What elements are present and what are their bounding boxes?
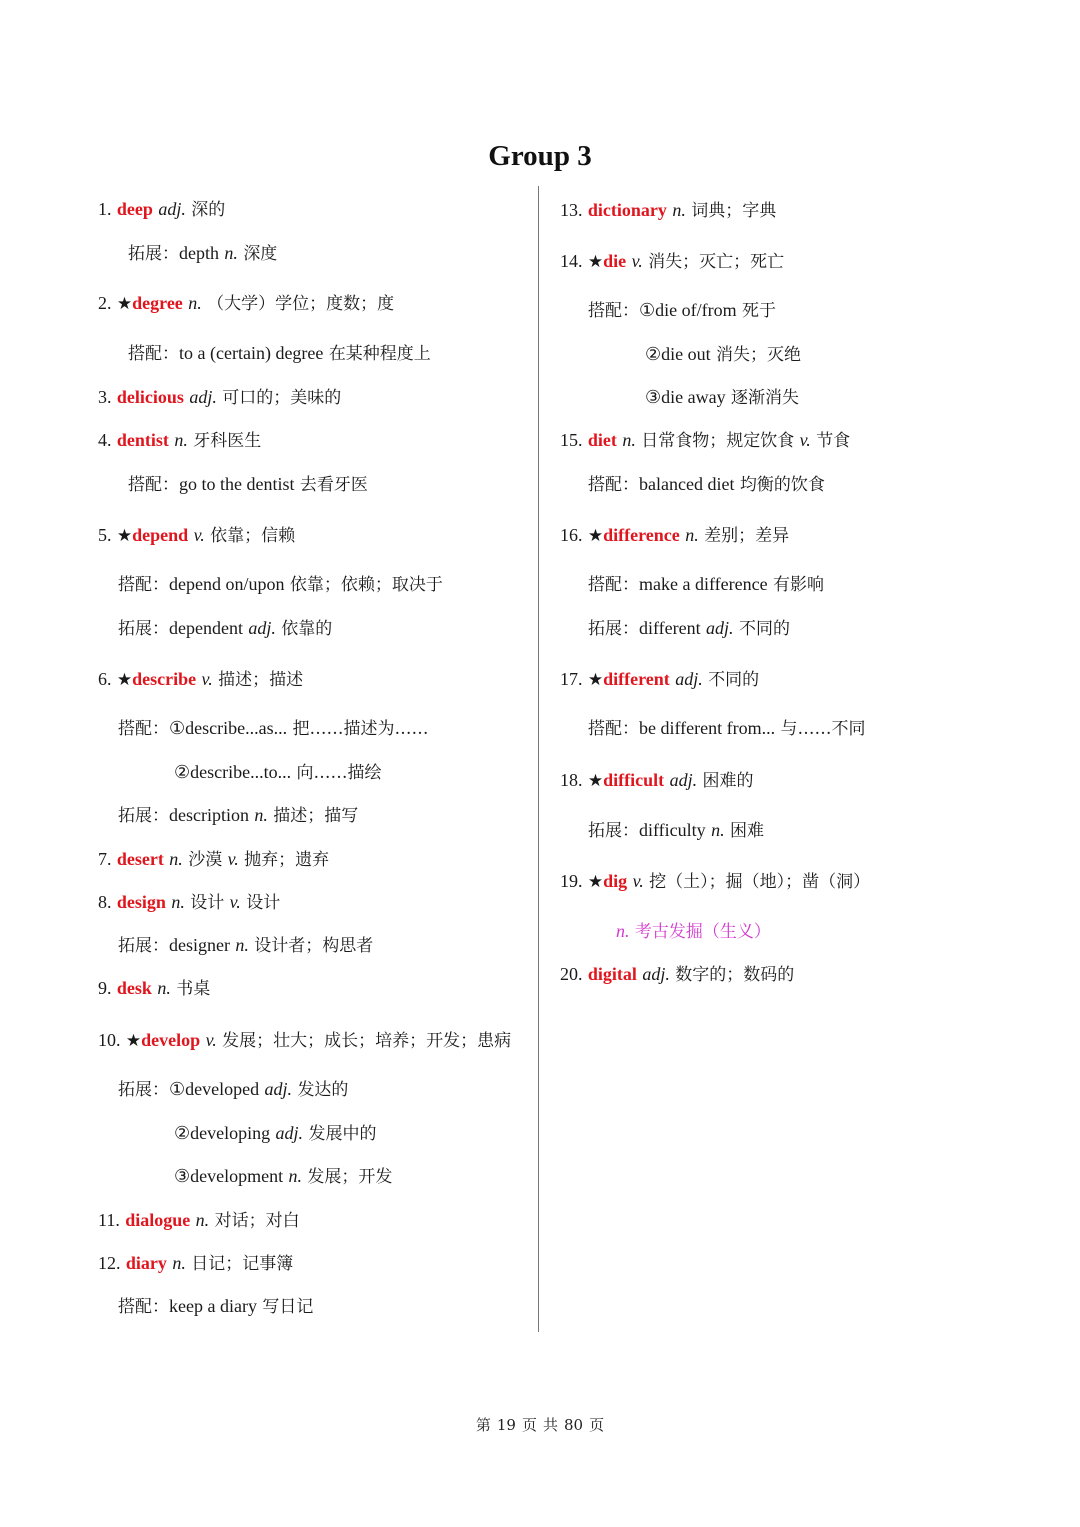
detail-phrase: description (169, 805, 249, 825)
entry-detail (128, 342, 431, 365)
definition: 书桌 (176, 979, 211, 999)
detail-phrase: ①describe...as... (169, 718, 288, 738)
headword: dialogue (125, 1210, 191, 1230)
headword: dictionary (587, 200, 667, 220)
detail-phrase: ③die away (645, 387, 726, 407)
part-of-speech: n. (288, 1166, 303, 1186)
definition: 对话；对白 (214, 1211, 300, 1231)
headword: digital (587, 964, 637, 984)
part-of-speech: adj. (669, 770, 698, 790)
part-of-speech: v. (201, 669, 213, 689)
part-of-speech: n. (711, 820, 725, 840)
vocab-entry (560, 524, 789, 547)
definition: （大学）学位；度数；度 (207, 294, 395, 314)
entry-detail (118, 1295, 313, 1318)
definition: 困难 (729, 821, 764, 841)
part-of-speech: v. (193, 525, 205, 545)
entry-detail (588, 473, 825, 496)
detail-phrase: to a (certain) degree (179, 343, 324, 363)
headword: difference (603, 525, 680, 545)
detail-phrase: dependent (169, 618, 243, 638)
headword: diary (125, 1253, 167, 1273)
detail-label: 搭配： (588, 475, 639, 495)
headword: develop (141, 1030, 201, 1050)
definition-2: 抛弃；遗弃 (244, 850, 330, 870)
definition-2: 设计 (246, 893, 281, 913)
part-of-speech: v. (205, 1030, 217, 1050)
entry-detail (588, 819, 764, 842)
star-icon: ★ (587, 771, 604, 791)
part-of-speech: n. (172, 1253, 186, 1273)
vocab-entry (98, 524, 295, 547)
part-of-speech: n. (188, 293, 202, 313)
part-of-speech-2: v. (227, 849, 239, 869)
definition: 有影响 (773, 575, 824, 595)
part-of-speech: n. (622, 430, 636, 450)
entry-number: 4. (98, 430, 112, 450)
detail-label: 搭配： (588, 301, 639, 321)
entry-number: 19. (560, 871, 583, 891)
definition: 差别；差异 (704, 526, 790, 546)
definition: 发展；壮大；成长；培养；开发；患病 (222, 1031, 512, 1051)
column-divider (538, 186, 539, 1332)
entry-number: 11. (98, 1210, 120, 1230)
part-of-speech: n. (672, 200, 686, 220)
detail-phrase: make a difference (639, 574, 768, 594)
part-of-speech: n. (235, 935, 249, 955)
definition: 牙科医生 (193, 431, 262, 451)
vocab-entry (560, 769, 753, 792)
definition: 日常食物；规定饮食 (641, 431, 795, 451)
detail-label: 搭配： (118, 575, 169, 595)
vocab-entry (98, 977, 210, 1000)
entry-detail (645, 386, 799, 409)
entry-detail (588, 617, 790, 640)
detail-label: 搭配： (118, 1297, 169, 1317)
entry-number: 8. (98, 892, 112, 912)
definition: 依靠；依赖；取决于 (289, 575, 443, 595)
part-of-speech: adj. (675, 669, 703, 689)
definition: 词典；字典 (691, 201, 777, 221)
definition: 逐渐消失 (731, 388, 800, 408)
definition: 与……不同 (780, 719, 866, 739)
definition: 去看牙医 (299, 475, 368, 495)
part-of-speech: adj. (248, 618, 276, 638)
entry-detail (588, 299, 776, 322)
entry-number: 17. (560, 669, 583, 689)
headword: dig (603, 871, 628, 891)
definition: 不同的 (738, 619, 790, 639)
detail-label: 拓展： (128, 244, 179, 264)
part-of-speech-2: v. (799, 430, 811, 450)
vocab-entry (98, 429, 261, 452)
entry-number: 5. (98, 525, 112, 545)
detail-label: 拓展： (588, 821, 639, 841)
part-of-speech: n. (616, 921, 630, 941)
headword: design (116, 892, 166, 912)
entry-number: 20. (560, 964, 583, 984)
entry-number: 1. (98, 199, 112, 219)
definition: 依靠；信赖 (210, 526, 296, 546)
definition: 困难的 (702, 771, 754, 791)
definition: 消失；灭绝 (716, 345, 802, 365)
detail-phrase: designer (169, 935, 230, 955)
definition: 不同的 (708, 670, 760, 690)
definition: 深度 (243, 244, 278, 264)
definition: 向……描绘 (296, 763, 382, 783)
vocab-entry (560, 429, 850, 452)
part-of-speech: adj. (189, 387, 217, 407)
vocab-entry (98, 1252, 293, 1275)
part-of-speech: n. (157, 978, 171, 998)
part-of-speech: n. (224, 243, 238, 263)
definition: 设计 (190, 893, 225, 913)
definition: 描述；描述 (218, 670, 304, 690)
entry-number: 13. (560, 200, 583, 220)
footer-page-word: 页 (521, 1416, 537, 1434)
headword: describe (132, 669, 197, 689)
definition: 挖（土）；掘（地）；凿（洞） (649, 872, 871, 892)
entry-detail (118, 934, 373, 957)
part-of-speech: v. (631, 251, 643, 271)
entry-number: 7. (98, 849, 112, 869)
star-icon: ★ (116, 526, 133, 546)
definition: 依靠的 (281, 619, 333, 639)
star-icon: ★ (125, 1031, 142, 1051)
detail-phrase: ③development (174, 1166, 284, 1186)
entry-detail (174, 1165, 392, 1188)
definition: 发达的 (297, 1080, 349, 1100)
definition: 考古发掘（生义） (634, 922, 771, 942)
vocab-entry (560, 668, 759, 691)
detail-label: 搭配： (588, 719, 639, 739)
definition: 沙漠 (188, 850, 223, 870)
definition: 均衡的饮食 (739, 475, 825, 495)
part-of-speech: adj. (158, 199, 186, 219)
headword: desert (116, 849, 164, 869)
definition: 把……描述为…… (292, 719, 429, 739)
detail-phrase: difficulty (639, 820, 706, 840)
entry-detail (128, 242, 277, 265)
headword: die (603, 251, 627, 271)
definition: 描述；描写 (273, 806, 359, 826)
headword: depend (132, 525, 189, 545)
star-icon: ★ (587, 670, 604, 690)
entry-number: 10. (98, 1030, 121, 1050)
detail-phrase: keep a diary (169, 1296, 257, 1316)
definition: 深的 (191, 200, 226, 220)
footer-total-prefix: 共 (543, 1416, 559, 1434)
vocab-entry (98, 891, 280, 914)
vocab-entry (98, 292, 394, 315)
part-of-speech: adj. (264, 1079, 293, 1099)
entry-detail (118, 804, 358, 827)
entry-detail (174, 761, 382, 784)
headword: desk (116, 978, 152, 998)
headword: difficult (603, 770, 665, 790)
vocab-entry (98, 386, 341, 409)
star-icon: ★ (116, 294, 133, 314)
detail-phrase: depth (179, 243, 219, 263)
detail-phrase: ②describe...to... (174, 762, 292, 782)
detail-label: 搭配： (118, 719, 169, 739)
entry-detail (645, 343, 801, 366)
detail-phrase: ①die of/from (639, 300, 737, 320)
definition: 消失；灭亡；死亡 (648, 252, 785, 272)
vocab-entry (560, 199, 776, 222)
entry-detail (118, 617, 332, 640)
vocab-entry (98, 1209, 300, 1232)
detail-phrase: ②developing (174, 1123, 271, 1143)
definition-2: 节食 (816, 431, 851, 451)
part-of-speech: adj. (642, 964, 670, 984)
detail-label: 拓展： (118, 806, 169, 826)
part-of-speech: n. (685, 525, 699, 545)
detail-label: 拓展： (118, 936, 169, 956)
part-of-speech: v. (632, 871, 644, 891)
star-icon: ★ (587, 872, 604, 892)
vocab-entry (98, 1029, 511, 1052)
detail-label: 搭配： (128, 475, 179, 495)
detail-label: 拓展： (118, 1080, 169, 1100)
part-of-speech: adj. (706, 618, 734, 638)
entry-number: 2. (98, 293, 112, 313)
vocab-entry (98, 668, 303, 691)
definition: 设计者；构思者 (254, 936, 374, 956)
entry-number: 18. (560, 770, 583, 790)
definition: 死于 (742, 301, 777, 321)
definition: 发展中的 (308, 1124, 377, 1144)
detail-label: 搭配： (128, 344, 179, 364)
entry-number: 16. (560, 525, 583, 545)
headword: deep (116, 199, 153, 219)
entry-detail (588, 717, 866, 740)
entry-detail (128, 473, 368, 496)
definition: 可口的；美味的 (222, 388, 342, 408)
entry-number: 14. (560, 251, 583, 271)
entry-number: 3. (98, 387, 112, 407)
detail-phrase: be different from... (639, 718, 776, 738)
detail-label: 拓展： (588, 619, 639, 639)
detail-phrase: depend on/upon (169, 574, 285, 594)
total-pages: 80 (564, 1416, 584, 1434)
part-of-speech: n. (254, 805, 268, 825)
headword: diet (587, 430, 617, 450)
page-title: Group 3 (488, 140, 592, 172)
detail-phrase: balanced diet (639, 474, 735, 494)
entry-number: 12. (98, 1253, 121, 1273)
definition: 在某种程度上 (328, 344, 431, 364)
vocab-entry (98, 198, 225, 221)
part-of-speech: adj. (275, 1123, 304, 1143)
detail-phrase: different (639, 618, 701, 638)
entry-detail (118, 1078, 348, 1101)
definition: 发展；开发 (307, 1167, 393, 1187)
definition: 日记；记事簿 (191, 1254, 294, 1274)
definition: 数字的；数码的 (675, 965, 795, 985)
entry-detail (588, 573, 824, 596)
part-of-speech: n. (171, 892, 185, 912)
part-of-speech: n. (174, 430, 188, 450)
footer-suffix: 页 (589, 1416, 605, 1434)
headword: degree (132, 293, 183, 313)
part-of-speech-2: v. (229, 892, 241, 912)
vocab-entry (560, 963, 794, 986)
page-footer (0, 1414, 1080, 1435)
headword: dentist (116, 430, 169, 450)
vocab-entry (560, 870, 870, 893)
entry-number: 6. (98, 669, 112, 689)
entry-number: 15. (560, 430, 583, 450)
footer-prefix: 第 (475, 1416, 491, 1434)
detail-label: 搭配： (588, 575, 639, 595)
detail-phrase: ①developed (169, 1079, 260, 1099)
entry-detail (118, 717, 429, 740)
entry-detail (174, 1122, 376, 1145)
part-of-speech: n. (195, 1210, 210, 1230)
headword: different (603, 669, 670, 689)
detail-phrase: ②die out (645, 344, 711, 364)
star-icon: ★ (116, 670, 133, 690)
star-icon: ★ (587, 252, 604, 272)
entry-detail (616, 920, 771, 943)
definition: 写日记 (262, 1297, 314, 1317)
detail-phrase: go to the dentist (179, 474, 295, 494)
detail-label: 拓展： (118, 619, 169, 639)
vocab-entry (560, 250, 784, 273)
headword: delicious (116, 387, 184, 407)
entry-detail (118, 573, 443, 596)
entry-number: 9. (98, 978, 112, 998)
star-icon: ★ (587, 526, 604, 546)
part-of-speech: n. (169, 849, 183, 869)
current-page: 19 (496, 1416, 516, 1434)
vocab-entry (98, 848, 329, 871)
